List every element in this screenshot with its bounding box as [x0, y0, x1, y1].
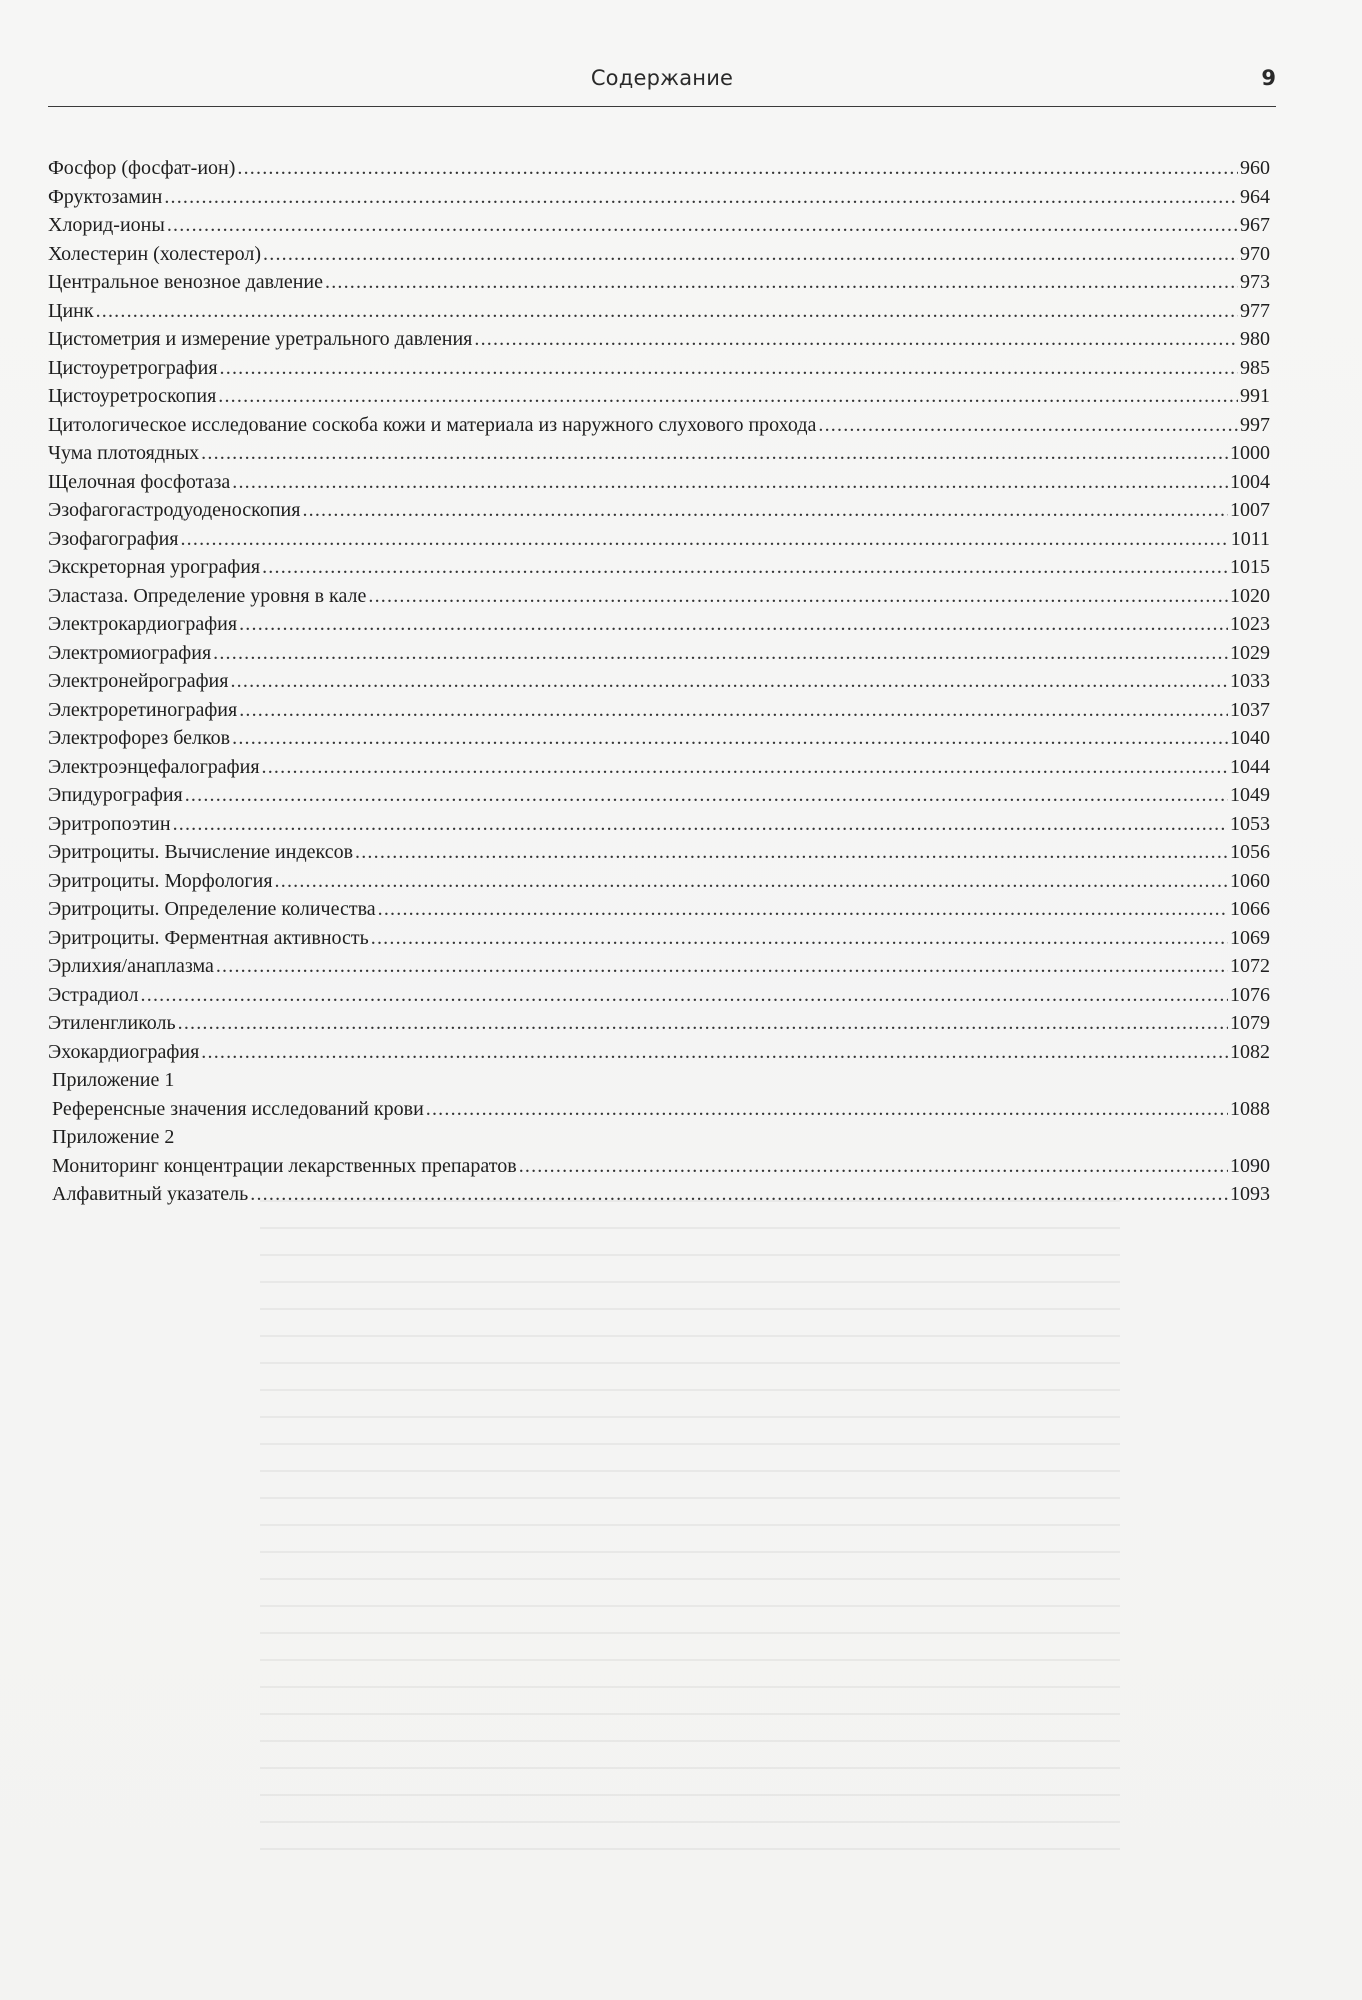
- toc-entry-page: 1076: [1230, 983, 1270, 1006]
- toc-entry-page: 1072: [1230, 955, 1270, 977]
- leader-dots: [355, 838, 1228, 867]
- leader-dots: [220, 354, 1238, 383]
- toc-entry-page: 1040: [1230, 727, 1270, 749]
- toc-entry[interactable]: [48, 1009, 1270, 1038]
- leader-dots: [185, 781, 1228, 810]
- toc-entry[interactable]: [48, 952, 1270, 981]
- toc-entry-appendix-2[interactable]: [48, 1152, 1270, 1181]
- leader-dots: [173, 810, 1228, 839]
- toc-entry-label: Эритроциты. Ферментная активность: [48, 926, 369, 949]
- leader-dots: [818, 411, 1238, 440]
- toc-entry-page: 1053: [1230, 812, 1270, 835]
- table-of-contents: [48, 154, 1270, 1209]
- leader-dots: [232, 724, 1228, 753]
- toc-entry[interactable]: [48, 610, 1270, 639]
- toc-entry-page: 967: [1240, 214, 1270, 236]
- toc-entry-label: Электрокардиография: [48, 613, 238, 635]
- leader-dots: [275, 867, 1228, 896]
- toc-entry-label: Центральное венозное давление: [48, 271, 323, 293]
- leader-dots: [426, 1095, 1228, 1124]
- toc-entry[interactable]: [48, 781, 1270, 810]
- toc-entry-page: 1044: [1230, 755, 1270, 778]
- toc-entry-label: Цистоуретроскопия: [48, 385, 217, 407]
- leader-dots: [325, 268, 1238, 297]
- toc-entry-page: 1079: [1230, 1012, 1270, 1034]
- toc-entry-label: Холестерин (холестерол): [48, 242, 262, 265]
- toc-entry-label: Электронейрография: [48, 670, 229, 692]
- toc-entry-page: 1007: [1230, 499, 1270, 521]
- toc-entry-label: Эпидурография: [48, 784, 183, 806]
- toc-entry[interactable]: [48, 867, 1270, 896]
- leader-dots: [302, 496, 1228, 525]
- toc-entry-page: 1069: [1230, 926, 1270, 949]
- toc-entry-label: Эхокардиография: [48, 1040, 200, 1063]
- toc-entry-label: Чума плотоядных: [48, 442, 200, 464]
- toc-entry-page: 1023: [1230, 613, 1270, 635]
- toc-entry-page: 1082: [1230, 1040, 1270, 1063]
- leader-dots: [164, 183, 1238, 212]
- toc-entry[interactable]: [48, 211, 1270, 240]
- leader-dots: [180, 525, 1228, 554]
- appendix-2-title: Приложение 2: [52, 1126, 175, 1148]
- toc-entry-page: 1015: [1230, 556, 1270, 578]
- toc-entry[interactable]: [48, 981, 1270, 1010]
- toc-entry[interactable]: [48, 753, 1270, 782]
- toc-entry[interactable]: [48, 895, 1270, 924]
- toc-entry-label: Эритроциты. Определение количества: [48, 898, 376, 920]
- toc-entry[interactable]: [48, 154, 1270, 183]
- toc-entry-label: Этиленгликоль: [48, 1012, 176, 1034]
- toc-entry[interactable]: [48, 297, 1270, 326]
- leader-dots: [250, 1180, 1228, 1209]
- toc-entry[interactable]: [48, 696, 1270, 725]
- toc-entry-page: 980: [1240, 328, 1270, 350]
- toc-entry-label: Электроретинография: [48, 698, 238, 721]
- toc-entry[interactable]: [48, 810, 1270, 839]
- toc-entry-label: Эритропоэтин: [48, 812, 171, 835]
- toc-entry-label: Хлорид-ионы: [48, 214, 165, 236]
- leader-dots: [141, 981, 1228, 1010]
- toc-entry-page: 1093: [1230, 1183, 1270, 1205]
- leader-dots: [237, 154, 1238, 183]
- toc-entry[interactable]: [48, 639, 1270, 668]
- toc-entry-label: Электроэнцефалография: [48, 755, 260, 778]
- leader-dots: [378, 895, 1228, 924]
- toc-entry[interactable]: [48, 439, 1270, 468]
- toc-entry[interactable]: [48, 411, 1270, 440]
- leader-dots: [239, 610, 1228, 639]
- toc-entry-label: Цистометрия и измерение уретрального давления: [48, 328, 473, 350]
- leader-dots: [218, 382, 1238, 411]
- toc-entry-label: Эритроциты. Вычисление индексов: [48, 841, 354, 863]
- toc-entry[interactable]: [48, 325, 1270, 354]
- toc-entry[interactable]: [48, 468, 1270, 497]
- toc-entry-page: 1090: [1230, 1154, 1270, 1177]
- toc-entry-label: Эстрадиол: [48, 983, 139, 1006]
- leader-dots: [178, 1009, 1228, 1038]
- toc-entry[interactable]: [48, 553, 1270, 582]
- toc-entry-label: Эзофагогастродуоденоскопия: [48, 499, 301, 521]
- leader-dots: [201, 439, 1228, 468]
- toc-entry-label: Фруктозамин: [48, 185, 163, 208]
- leader-dots: [96, 297, 1238, 326]
- toc-entry[interactable]: [48, 525, 1270, 554]
- toc-entry-label: Электромиография: [48, 641, 212, 664]
- toc-entry[interactable]: [48, 667, 1270, 696]
- toc-entry[interactable]: [48, 382, 1270, 411]
- leader-dots: [262, 553, 1228, 582]
- leader-dots: [167, 211, 1238, 240]
- reverse-side-show-through: [260, 1200, 1120, 1850]
- leader-dots: [216, 952, 1228, 981]
- toc-entry-label: Эритроциты. Морфология: [48, 869, 273, 892]
- toc-entry[interactable]: [48, 268, 1270, 297]
- toc-entry-label: Алфавитный указатель: [52, 1183, 249, 1205]
- leader-dots: [201, 1038, 1228, 1067]
- toc-entry-index[interactable]: [48, 1180, 1270, 1209]
- leader-dots: [371, 924, 1228, 953]
- leader-dots: [232, 468, 1228, 497]
- leader-dots: [474, 325, 1238, 354]
- toc-entry-page: 970: [1240, 242, 1270, 265]
- toc-entry-label: Мониторинг концентрации лекарственных препаратов: [52, 1154, 517, 1177]
- toc-entry-label: Эластаза. Определение уровня в кале: [48, 584, 367, 607]
- toc-entry-page: 960: [1240, 157, 1270, 179]
- toc-entry[interactable]: [48, 724, 1270, 753]
- leader-dots: [519, 1152, 1228, 1181]
- toc-entry-page: 964: [1240, 185, 1270, 208]
- toc-entry-page: 985: [1240, 356, 1270, 379]
- leader-dots: [368, 582, 1228, 611]
- toc-entry-page: 1033: [1230, 670, 1270, 692]
- toc-entry-label: Электрофорез белков: [48, 727, 231, 749]
- toc-entry[interactable]: [48, 496, 1270, 525]
- toc-entry-label: Референсные значения исследований крови: [52, 1097, 424, 1120]
- toc-entry-page: 1066: [1230, 898, 1270, 920]
- running-head-title: Содержание: [590, 66, 734, 90]
- appendix-1-title: Приложение 1: [52, 1069, 175, 1091]
- toc-entry[interactable]: [48, 183, 1270, 212]
- toc-entry[interactable]: [48, 582, 1270, 611]
- toc-entry[interactable]: [48, 354, 1270, 383]
- toc-entry[interactable]: [48, 1038, 1270, 1067]
- toc-entry-page: 1037: [1230, 698, 1270, 721]
- toc-entry-page: 1049: [1230, 784, 1270, 806]
- toc-entry-page: 1060: [1230, 869, 1270, 892]
- toc-entry-page: 997: [1240, 413, 1270, 436]
- toc-entry-label: Цистоуретрография: [48, 356, 218, 379]
- toc-entry-page: 1000: [1230, 442, 1270, 464]
- toc-entry-page: 1056: [1230, 841, 1270, 863]
- toc-entry-appendix-1[interactable]: [48, 1095, 1270, 1124]
- toc-entry-page: 977: [1240, 299, 1270, 322]
- toc-entry-label: Щелочная фосфотаза: [48, 470, 231, 493]
- toc-entry-label: Фосфор (фосфат-ион): [48, 157, 236, 179]
- leader-dots: [262, 753, 1228, 782]
- toc-entry-label: Экскреторная урография: [48, 556, 261, 578]
- toc-entry-page: 1029: [1230, 641, 1270, 664]
- toc-entry-label: Эрлихия/анаплазма: [48, 955, 214, 977]
- page-number: 9: [1261, 66, 1276, 90]
- toc-entry[interactable]: [48, 240, 1270, 269]
- toc-entry-label: Цинк: [48, 299, 94, 322]
- toc-entry-page: 973: [1240, 271, 1270, 293]
- toc-entry-page: 1004: [1230, 470, 1270, 493]
- leader-dots: [213, 639, 1228, 668]
- toc-entry-page: 991: [1240, 385, 1270, 407]
- toc-entry-page: 1020: [1230, 584, 1270, 607]
- toc-entry-label: Цитологическое исследование соскоба кожи и материала из наружного слухового прохода: [48, 413, 817, 436]
- leader-dots: [239, 696, 1228, 725]
- toc-entry-label: Эзофагография: [48, 527, 179, 550]
- running-head: [48, 66, 1276, 107]
- toc-entry[interactable]: [48, 838, 1270, 867]
- leader-dots: [230, 667, 1228, 696]
- toc-entry-page: 1088: [1230, 1097, 1270, 1120]
- leader-dots: [263, 240, 1238, 269]
- toc-entry-page: 1011: [1230, 527, 1270, 550]
- toc-entry[interactable]: [48, 924, 1270, 953]
